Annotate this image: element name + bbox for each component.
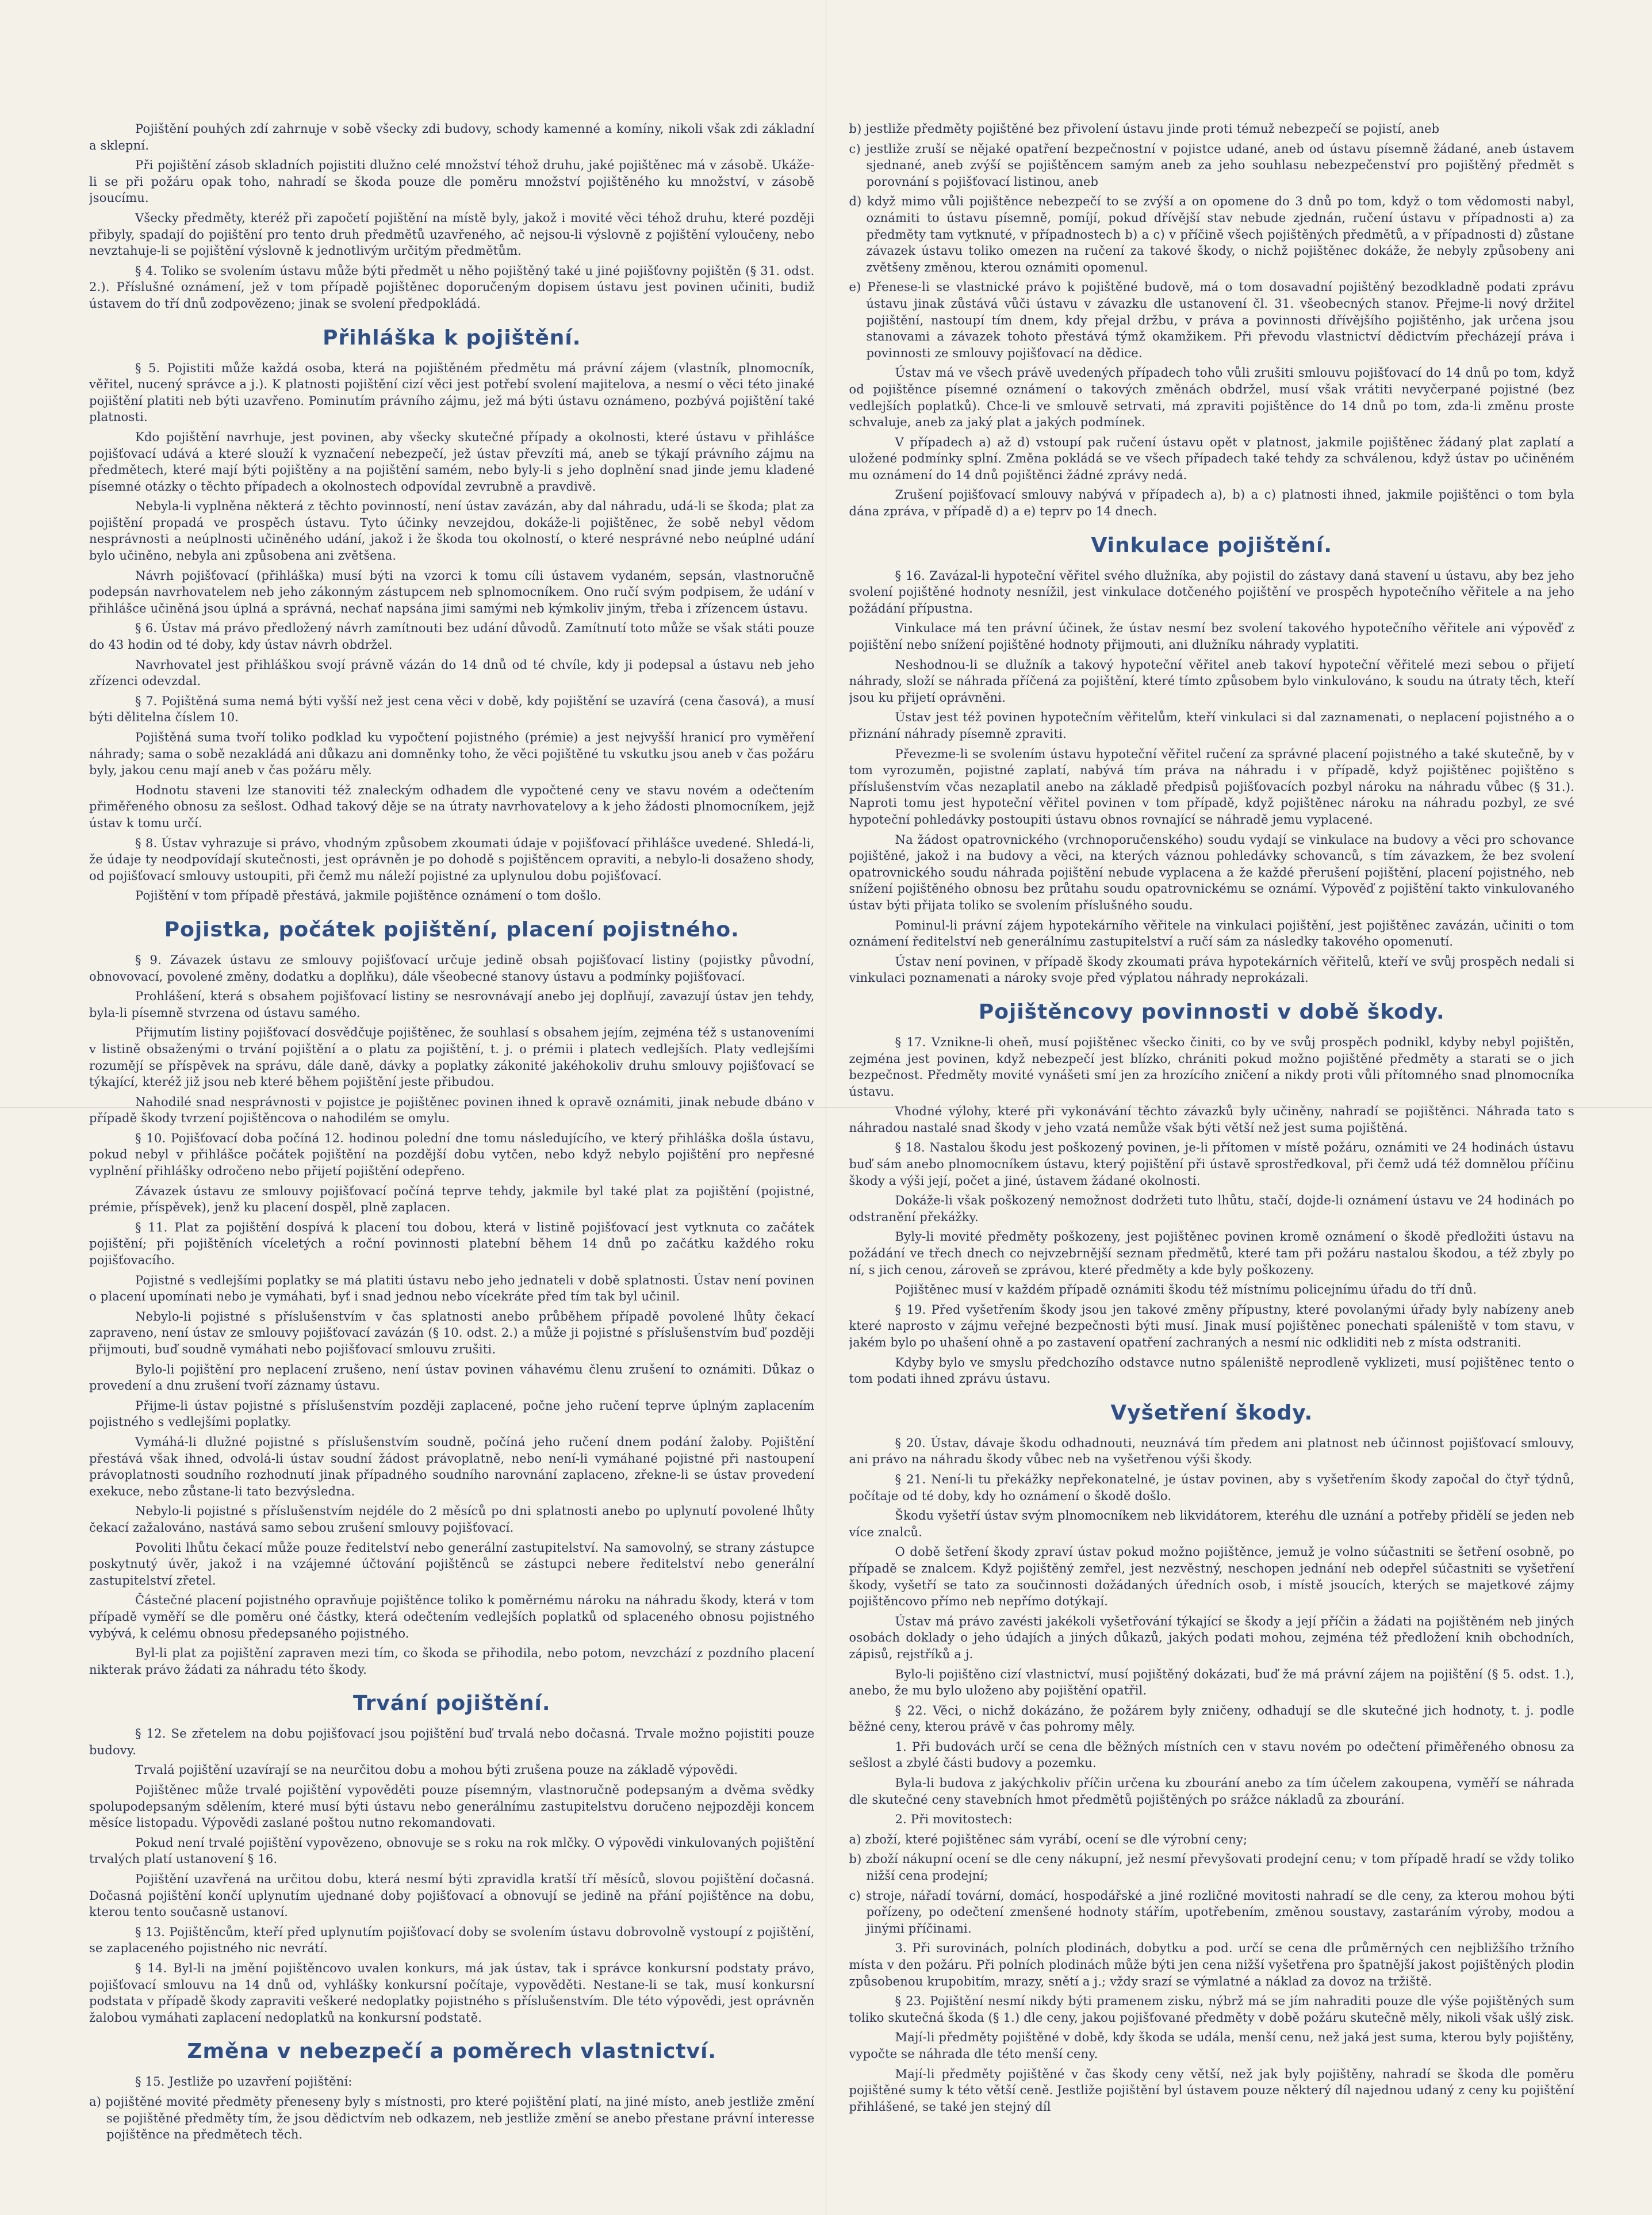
section-heading-povinnosti: Pojištěncovy povinnosti v době škody. <box>978 1000 1445 1024</box>
list-item: e) Přenese-li se vlastnické právo k pojištěné budově, má o tom dosavadní pojištěný bezodkladně podati zprávu ústavu jinak zůstává vůči ústavu v závazku dle ustanovení čl. 31. všeobecných stanov. Přejme-li nový držitel pojištění, nastoupí tím dnem, kdy přejal držbu, v práva a povinnosti dřívějšího pojištěnho, jak určena jsou stanovami a závazek tohoto přestává týmž okamžikem. Při převodu vlastnictví dědictvím přecházejí práva i povinnosti ze smlouvy pojišťovací na dědice. <box>849 280 1574 360</box>
paragraph: Vinkulace má ten právní účinek, že ústav nesmí bez svolení takového hypotečního věřitele ani výpověď z pojištění nebo snížení pojištěné hodnoty přijmouti, ani dlužníku náhrady vyplatiti. <box>849 621 1574 652</box>
list-item: c) stroje, nářadí tovární, domácí, hospodářské a jiné rozličné movitosti nahradí se dle ceny, za kterou mohou býti pořízeny, po odečtení zmenšené hodnoty stářím, upotřebením, změnou soustavy, zastaráním výroby, modou a jinými příčinami. <box>849 1888 1574 1935</box>
paragraph: Dokáže-li však poškozený nemožnost dodržeti tuto lhůtu, stačí, dojde-li oznámení ústavu ve 24 hodinách po odstranění překážky. <box>849 1193 1574 1224</box>
paragraph: Povoliti lhůtu čekací může pouze ředitelství nebo generální zastupitelství. Na samovolný, se strany zástupce poskytnutý úvěr, jakož i na vzájemné účtování pojištěnců se zástupci nebere ředitelství nebo generální zastupitelství zřetel. <box>89 1540 815 1587</box>
paragraph: Pojištěná suma tvoří toliko podklad ku vypočtení pojistného (prémie) a jest nejvyšší hranicí pro vyměření náhrady; sama o sobě nezakládá ani důkazu ani domněnky toho, že věci pojištěné tu vskutku jsou aneb v čas požáru byly, jakou cenu mají aneb v čas požáru měly. <box>89 730 815 778</box>
paragraph: Bylo-li pojištěno cizí vlastnictví, musí pojištěný dokázati, buď že má právní zájem na pojištění (§ 5. odst. 1.), anebo, že mu bylo uloženo aby pojištění opatřil. <box>849 1667 1574 1698</box>
paragraph: § 16. Zavázal-li hypoteční věřitel svého dlužníka, aby pojistil do zástavy daná stavení u ústavu, aby bez jeho svolení pojištěné hodnoty nesnížil, jest vinkulace dotčeného pojištění ve prospěch hypotečního věřitele a na jeho požádání přípustna. <box>849 568 1574 615</box>
paragraph: Ústav není povinen, v případě škody zkoumati práva hypotekárních věřitelů, kteří ve svůj prospěch nedali si vinkulaci poznamenati a nároky svoje před výplatou náhrady neprokázali. <box>849 954 1574 985</box>
paragraph: Všecky předměty, kteréž při započetí pojištění na místě byly, jakož i movité věci téhož druhu, které později přibyly, spadají do pojištění pro tento druh předmětů uzavřeného, ač nejsou-li výslovně z pojištění vyloučeny, nebo nevztahuje-li se pojištění výslovně k jednotlivým určitým předmětům. <box>89 211 815 258</box>
paragraph: Ústav má právo zavésti jakékoli vyšetřování týkající se škody a její příčin a žádati na pojištěném neb jiných osobách doklady o jeho údajích a jiných důkazů, jakých podati mohou, zejména též předložení knih obchodních, zápisů, rejstříků a j. <box>849 1614 1574 1661</box>
paragraph: Pojištění pouhých zdí zahrnuje v sobě všecky zdi budovy, schody kamenné a komíny, nikoli však zdi základní a sklepní. <box>89 122 815 152</box>
paragraph: Byl-li plat za pojištění zapraven mezi tím, co škoda se přihodila, nebo potom, nevzchází z pozdního placení nikterak právo žádati za náhradu této škody. <box>89 1646 815 1677</box>
paragraph: 1. Při budovách určí se cena dle běžných místních cen v stavu novém po odečtení přiměřeného obnosu za sešlost a zbylé části budovy a pozemku. <box>849 1739 1574 1770</box>
right-column <box>849 121 1575 2146</box>
left-column <box>89 121 815 2146</box>
section-heading-vinkulace: Vinkulace pojištění. <box>1091 533 1333 557</box>
paragraph: Závazek ústavu ze smlouvy pojišťovací počíná teprve tehdy, jakmile byl také plat za pojištění (pojistné, prémie, příspěvek), jenž ku placení dospěl, plně zaplacen. <box>89 1184 815 1215</box>
paragraph: § 5. Pojistiti může každá osoba, která na pojištěném předmětu má právní zájem (vlastník, plnomocník, věřitel, nucený správce a j.). K platnosti pojištění cizí věci jest potřebí svolení majitelova, a nesmí o věci této jinaké pojištění platiti neb býti uzavřeno. Pominutím právního zájmu, jež má býti ústavu oznámeno, pozbývá pojištění také platnosti. <box>89 361 815 424</box>
paragraph: Pojištěnec může trvalé pojištění vypověděti pouze písemným, vlastnoručně podepsaným a dvěma svědky spolupodepsaným sdělením, které musí býti ústavu nebo generálnímu zastupitelstvu doručeno nejpozději koncem měsíce listopadu. Výpovědi zaslané poštou nutno rekomandovati. <box>89 1783 815 1830</box>
paragraph: Při pojištění zásob skladních pojistiti dlužno celé množství téhož druhu, jaké pojištěnec má v zásobě. Ukáže-li se při požáru opak toho, nahradí se škoda pouze dle poměru množství pojištěného ku množství, v zásobě jsoucímu. <box>89 158 815 205</box>
paragraph: O době šetření škody zpraví ústav pokud možno pojištěnce, jemuž je volno súčastniti se šetření osobně, po případě se znalcem. Když pojištěný zemřel, jest nezvěstný, neschopen jednání neb odepřel súčastniti se vyšetření škody, vyšetří se tato za součinnosti dožádaných úředních osob, i místě jsoucích, kterých se majetkové zájmy pojištěncovo přímo neb nepřímo dotýkají. <box>849 1545 1574 1609</box>
paragraph: Vymáhá-li dlužné pojistné s příslušenstvím soudně, počíná jeho ručení dnem podání žaloby. Pojištění přestává však ihned, odvolá-li ústav soudní žádost právoplatně, nebo není-li vymáhané pojistné při nastoupení právoplatnosti soudního rozhodnutí jinak případného soudního narovnání zaplaceno, zřekne-li se ústav provedení exekuce, nebo zůstane-li tato bezvýsledna. <box>89 1434 815 1498</box>
paragraph: Na žádost opatrovnického (vrchnoporučenského) soudu vydají se vinkulace na budovy a věci pro schovance pojištěné, jakož i na budovy a věci, na kterých váznou pohledávky schovanců, s tím závazkem, že bez svolení opatrovnického soudu náhrada pojištění nebude vyplacena a že každé přerušení pojištění, placení pojistného, neb snížení pojištěného obnosu bez průtahu soudu opatrovnickému se oznámí. Výpověď z pojištění takto vinkulovaného ústav býti přijata toliko se svolením příslušného soudu. <box>849 832 1574 912</box>
paragraph: V případech a) až d) vstoupí pak ručení ústavu opět v platnost, jakmile pojištěnec žádaný plat zaplatí a uložené podmínky splní. Změna pokládá se ve všech případech také tehdy za schválenou, když ústav po učiněném mu oznámení do 14 dnů pojištěnci žádné zprávy nedá. <box>849 435 1574 482</box>
section-heading-zmena: Změna v nebezpečí a poměrech vlastnictví. <box>187 2040 717 2064</box>
paragraph: § 13. Pojištěncům, kteří před uplynutím pojišťovací doby se svolením ústavu dobrovolně vystoupí z pojištění, se zaplaceného pojistného nic nevrátí. <box>89 1925 815 1956</box>
paragraph: Bylo-li pojištění pro neplacení zrušeno, není ústav povinen váhavému členu zrušení to oznámiti. Důkaz o provedení a dnu zrušení tvoří záznamy ústavu. <box>89 1362 815 1393</box>
paragraph: Pojištění v tom případě přestává, jakmile pojištěnce oznámení o tom došlo. <box>135 889 601 903</box>
paragraph: Částečné placení pojistného opravňuje pojištěnce toliko k poměrnému nároku na náhradu škody, která v tom případě vyměří se dle poměru oné částky, která odečtením vedlejších poplatků od splaceného obnosu pojistného vybývá, k celému obnosu předepsaného pojistného. <box>89 1593 815 1640</box>
paragraph: Hodnotu staveni lze stanoviti též znaleckým odhadem dle vypočtené ceny ve stavu novém a odečtením přiměřeného obnosu za sešlost. Odhad takový děje se na útraty navrhovatelovy a k jeho žádosti plnomocníkem, jejž ústav k tomu určí. <box>89 783 815 830</box>
list-item: a) pojištěné movité předměty přeneseny byly s místnosti, pro které pojištění platí, na jiné místo, aneb jestliže změní se pojištěné předměty tím, že jsou dědictvím neb odkazem, neb jestliže změní se anebo přestane právní interesse pojištěnce na předmětech těch. <box>89 2094 815 2142</box>
list-item: a) zboží, které pojištěnec sám vyrábí, ocení se dle výrobní ceny; <box>849 1832 1248 1846</box>
paragraph: § 8. Ústav vyhrazuje si právo, vhodným způsobem zkoumati údaje v pojišťovací přihlášce uvedené. Shledá-li, že údaje ty neodpovídají skutečnosti, jest oprávněn je po dohodě s pojištěncem opraviti, a nebylo-li dosaženo shody, od pojišťovací smlouvy ustoupiti, při čemž mu náleží pojistné za uplynulou dobu pojišťovací. <box>89 836 815 883</box>
section-heading-vysetreni: Vyšetření škody. <box>1110 1401 1313 1425</box>
paragraph: Nahodilé snad nesprávnosti v pojistce je pojištěnec povinen ihned k opravě oznámiti, jinak nebude dbáno v případě škody tvrzení pojištěncova o nahodilém se omylu. <box>89 1095 815 1126</box>
paragraph: § 20. Ústav, dávaje škodu odhadnouti, neuznává tím předem ani platnost neb účinnost pojišťovací smlouvy, ani právo na náhradu škody vůbec neb na vyšetřenou výši škody. <box>849 1436 1574 1467</box>
paragraph: Převezme-li se svolením ústavu hypoteční věřitel ručení za správné placení pojistného a také skutečně, by v tom vyrozuměn, pojistné zaplatí, nabývá tím práva na náhradu i v případě, když pojištěnec pojištěno s příslušenstvím včas nezaplatil anebo na základě předpisů pojišťovacích pozbyl nároku na náhradu vůbec (§ 31.). Naproti tomu jest hypoteční věřitel povinen v tom případě, když pojištěnec nároku na náhradu pozbyl, ze své hypoteční pohledávky postoupiti ústavu obnos rovnající se náhradě jemu vyplacené. <box>849 747 1574 827</box>
paragraph: Mají-li předměty pojištěné v čas škody ceny větší, než jak byly pojištěny, nahradí se škoda dle poměru pojištěné sumy k této větší ceně. Jestliže pojištění byl ústavem pouze některý díl najednou udaný z ceny ku pojištění přihlášené, se také jen stejný díl <box>849 2067 1574 2114</box>
paragraph: § 22. Věci, o nichž dokázáno, že požárem byly zničeny, odhadují se dle skutečné jich hodnoty, t. j. podle běžné ceny, kterou právě v čas pohromy měly. <box>849 1703 1574 1734</box>
paragraph: Pokud není trvalé pojištění vypovězeno, obnovuje se s roku na rok mlčky. O výpovědi vinkulovaných pojištění trvalých platí ustanovení § 16. <box>89 1835 815 1866</box>
paragraph: § 7. Pojištěná suma nemá býti vyšší než jest cena věci v době, kdy pojištění se uzavírá (cena časová), a musí býti dělitelna číslem 10. <box>89 694 815 725</box>
paragraph: Nebylo-li pojistné s příslušenstvím nejdéle do 2 měsíců po dni splatnosti anebo po uplynutí povolené lhůty čekací zažalováno, nastává samo sebou zrušení smlouvy pojišťovací. <box>89 1504 815 1535</box>
paragraph: Pojištěnec musí v každém případě oznámiti škodu též místnímu policejnímu úřadu do tří dnů. <box>895 1283 1477 1297</box>
paragraph: § 18. Nastalou škodu jest poškozený povinen, je-li přítomen v místě požáru, oznámiti ve 24 hodinách ústavu buď sám anebo plnomocníkem ústavu, který pojištění při ústavě sprostředkoval, při čemž udá též domnělou příčinu škody a výši její, počet a jiné, ústavem žádané okolnosti. <box>849 1141 1574 1188</box>
text-columns <box>89 121 1574 2146</box>
paragraph: Škodu vyšetří ústav svým plnomocníkem neb likvidátorem, kteréhu dle uznání a potřeby přidělí se jeden neb více znalců. <box>849 1509 1574 1539</box>
paragraph: 2. Při movitostech: <box>895 1812 1013 1827</box>
paragraph: Ústav jest též povinen hypotečním věřitelům, kteří vinkulaci si dal zaznamenati, o neplacení pojistného a o přiznání náhrady písemně zpraviti. <box>849 710 1574 741</box>
paragraph: § 10. Pojišťovací doba počíná 12. hodinou polední dne tomu následujícího, ve který přihláška došla ústavu, pokud nebyl v přihlášce počátek pojištění na pozdější dobu vytčen, nebo když nebylo pojištění pro nepřesné vyplnění přihlášky odročeno nebo přijetí pojištění odepřeno. <box>89 1131 815 1179</box>
paragraph: Přijmutím listiny pojišťovací dosvědčuje pojištěnec, že souhlasí s obsahem jejím, zejména též s ustanoveními v listině obsaženými o trvání pojištění a o platu za pojištění, t. j. o prémii i platech vedlejších. Platy vedlejšími rozumějí se příspěvek na správu, dále daně, dávky a poplatky zákonité jakéhokoliv druhu smlouvy pojišťovací se týkající, kteréž již jsou neb které během pojištění jeste přibudou. <box>89 1026 815 1089</box>
paragraph: § 17. Vznikne-li oheň, musí pojištěnec všecko činiti, co by ve svůj prospěch podnikl, kdyby nebyl pojištěn, zejména jest povinen, když nebezpečí jest blízko, chrániti pokud možno pojištěné předměty a starati se o jich bezpečnost. Předměty movité vynášeti smí jen za hrozícího zničení a nikdy proti vůli přítomného snad plnomocníka ústavu. <box>849 1035 1574 1099</box>
paragraph: § 21. Není-li tu překážky nepřekonatelné, je ústav povinen, aby s vyšetřením škody započal do čtyř týdnů, počítaje od té doby, kdy ho oznámení o škodě došlo. <box>849 1472 1574 1503</box>
paragraph: Nebyla-li vyplněna některá z těchto povinností, není ústav zavázán, aby dal náhradu, udá-li se škoda; plat za pojištění propadá ve prospěch ústavu. Tyto účinky nevzejdou, dokáže-li pojištěnec, že sobě nebyl vědom nesprávnosti a neúplnosti učiněného udání, jakož i že škoda tou okolností, o které nesprávné nebo neúplné udání bylo učiněno, nebyla ani způsobena ani zvětšena. <box>89 499 815 563</box>
paragraph: § 12. Se zřetelem na dobu pojišťovací jsou pojištění buď trvalá nebo dočasná. Trvale možno pojistiti pouze budovy. <box>89 1727 815 1757</box>
paragraph: Přijme-li ústav pojistné s příslušenstvím později zaplacené, počne jeho ručení teprve úplným zaplacením pojistného s vedlejšími poplatky. <box>89 1398 815 1429</box>
paragraph: Návrh pojišťovací (přihláška) musí býti na vzorci k tomu cíli ústavem vydaném, sepsán, vlastnoručně podepsán navrhovatelem neb jeho zákonným zástupcem neb splnomocníkem. Ono ručí svým podpisem, že udání v přihlášce učiněná jsou úplná a správná, nechať napsána jimi samými neb kýmkoliv jiným, třeba i zřízencem ústavu. <box>89 568 815 615</box>
paragraph: § 9. Závazek ústavu ze smlouvy pojišťovací určuje jedině obsah pojišťovací listiny (pojistky původní, obnovovací, povolené změny, dodatku a doplňku), dále všeobecné stanovy ústavu a podmínky pojišťovací. <box>89 952 815 984</box>
paragraph: Kdyby bylo ve smyslu předchozího odstavce nutno spáleniště neprodleně vyklizeti, musí pojištěnec tento o tom podati ihned zprávu ústavu. <box>849 1355 1574 1386</box>
paragraph: 3. Při surovinách, polních plodinách, dobytku a pod. určí se cena dle průměrných cen nejbližšího tržního místa v den požáru. Při polních plodinách může býti jen cena nižší vyšetřena pro špatnější jakost pojištěných plodin způsobenou krupobitím, mrazy, snětí a j.; vždy srazí se výmlatné a náklad za dovoz na tržiště. <box>849 1941 1574 1988</box>
paragraph: Navrhovatel jest přihláškou svojí právně vázán do 14 dnů od té chvíle, kdy ji podepsal a ústavu neb jeho zřízenci odevzdal. <box>89 657 815 688</box>
paragraph: Kdo pojištění navrhuje, jest povinen, aby všecky skutečné případy a okolnosti, které ústavu v přihlášce pojišťovací udává a které slouží k vyznačení nebezpečí, jež ústav převzíti má, aneb se týkají právního zájmu na předmětech, které mají býti pojištěny a na pojištění samém, nebo byly-li s jeho doplnění snad jinde jemu kladené písemné otázky o těchto případech a okolnostech odpovídal zevrubně a pravdivě. <box>89 430 815 494</box>
paragraph: Byla-li budova z jakýchkoliv příčin určena ku zbourání anebo za tím účelem zakoupena, vyměří se náhrada dle skutečné ceny stavebních hmot předmětů pojištěných po srážce nákladů za zbourání. <box>849 1776 1574 1807</box>
section-heading-prihlaska: Přihláška k pojištění. <box>323 326 581 350</box>
paragraph: § 6. Ústav má právo předložený návrh zamítnouti bez udání důvodů. Zamítnutí toto může se však státi pouze do 43 hodin od té doby, kdy ústav návrh obdržel. <box>89 621 815 652</box>
paragraph: § 19. Před vyšetřením škody jsou jen takové změny přípustny, které povolanými úřady byly nabízeny aneb které naprosto v zájmu veřejné bezpečnosti býti musí. Jinak musí pojištěnec ponechati spáleniště v tom stavu, v jakém bylo po uhašení ohně a po zastavení opatření zachraných a nesmí nic odkliditi neb z místa odstraniti. <box>849 1302 1574 1349</box>
paragraph: Zrušení pojišťovací smlouvy nabývá v případech a), b) a c) platnosti ihned, jakmile pojištěnci o tom byla dána zpráva, v případě d) a e) teprv po 14 dnech. <box>849 488 1574 519</box>
paragraph: Pojištění uzavřená na určitou dobu, která nesmí býti zpravidla kratší tří měsíců, slovou pojištění dočasná. Dočasná pojištění končí uplynutím ujednané doby pojišťovací a obnovují se jedině na přání pojištěnce na dobu, kterou tento současně ustanoví. <box>89 1872 815 1919</box>
paragraph: Ústav má ve všech právě uvedených případech toho vůli zrušiti smlouvu pojišťovací do 14 dnů po tom, když od pojištěnce písemné oznámení o takových změnách obdržel, musí však vrátiti nevyčerpané pojistné (bez vedlejších poplatků). Chce-li ve smlouvě setrvati, má zpraviti pojištěnce do 14 dnů po tom, zda-li změnu proste schvaluje, aneb za jaký plat a jakých podmínek. <box>849 366 1574 430</box>
paragraph: Vhodné výlohy, které při vykonávání těchto závazků byly učiněny, nahradí se pojištěnci. Náhrada tato s náhradou nastalé snad škody v jeho vzatá nemůže však býti větší než jest suma pojištěná. <box>849 1104 1574 1135</box>
paragraph: Nebylo-li pojistné s příslušenstvím v čas splatnosti anebo průběhem případě povolené lhůty čekací zapraveno, není ústav ze smlouvy pojišťovací zavázán (§ 10. odst. 2.) a může ji pojistné s příslušenstvím buď později přijmouti, buď soudně vymáhati nebo pojišťovací smlouvu zrušiti. <box>89 1309 815 1356</box>
list-item: b) zboží nákupní ocení se dle ceny nákupní, jež nesmí převyšovati prodejní cenu; v tom případě hradí se vždy toliko nižší cena prodejní; <box>849 1852 1574 1883</box>
paragraph: Trvalá pojištění uzavírají se na neurčitou dobu a mohou býti zrušena pouze na základě výpovědi. <box>135 1763 738 1777</box>
paragraph: Neshodnou-li se dlužník a takový hypoteční věřitel aneb takoví hypoteční věřitelé mezi sebou o přijetí náhrady, složí se náhrada příčená za pojištění, které tímto způsobem bylo vinkulováno, k soudu na útraty těch, kteří jsou ku přijetí oprávněni. <box>849 657 1574 705</box>
section-heading-pojistka: Pojistka, počátek pojištění, placení pojistného. <box>164 917 739 942</box>
paragraph: § 11. Plat za pojištění dospívá k placení tou dobou, která v listině pojišťovací jest vytknuta co začátek pojištění; při pojištěních víceletých a roční povinnosti platební během 14 dnů po začátku každého roku pojišťovacího. <box>89 1220 815 1268</box>
paragraph: Prohlášení, která s obsahem pojišťovací listiny se nesrovnávají anebo jej doplňují, zavazují ústav jen tehdy, byla-li písemně stvrzena od ústavu samého. <box>89 989 815 1020</box>
list-item: d) když mimo vůli pojištěnce nebezpečí to se zvýší a on opomene do 3 dnů po tom, když o tom vědomosti nabyl, oznámiti to ústavu písemně, pomíjí, pokud dřívější stav nebude zjednán, ručení ústavu v případnosti a) za předměty tam vytknuté, v případnostech b) a c) v příčině všech pojištěných předmětů, a v případnosti d) zůstane závazek ústavu toliko omezen na ručení za takové škody, o nichž pojištěnec dokáže, že nebyly způsobeny ani zvětšeny změnou, kterou oznámiti opomenul. <box>849 194 1574 274</box>
list-item: b) jestliže předměty pojištěné bez přivolení ústavu jinde proti témuž nebezpečí se pojistí, aneb <box>849 122 1440 136</box>
paragraph: § 14. Byl-li na jmění pojištěncovo uvalen konkurs, má jak ústav, tak i správce konkursní podstaty právo, pojišťovací smlouvu na 14 dnů od, vyhlášky konkursní počítaje, vypověděti. Nestane-li se tak, musí konkursní podstata v případě škody zapraviti veškeré nedoplatky pojistného s příslušenstvím. Dle této výpovědi, jest oprávněn žalobou vymáhati zaplacení nedoplatků na konkursní podstatě. <box>89 1961 815 2025</box>
paragraph: § 15. Jestliže po uzavření pojištění: <box>135 2075 352 2089</box>
section-heading-trvani: Trvání pojištění. <box>353 1692 551 1716</box>
paragraph: Mají-li předměty pojištěné v době, kdy škoda se udála, menší cenu, než jaká jest suma, kterou byly pojištěny, vypočte se náhrada dle této menší ceny. <box>849 2030 1574 2061</box>
paragraph: Byly-li movité předměty poškozeny, jest pojištěnec povinen kromě oznámení o škodě předložiti ústavu na požádání ve třech dnech co nejvzebrnější seznam předmětů, které tam při požáru nastalou škodou, a též zbyly po ní, s jich cenou, zároveň se zprávou, které předměty a kde byly poškozeny. <box>849 1230 1574 1277</box>
list-item: c) jestliže zruší se nějaké opatření bezpečnostní v pojistce udané, aneb od ústavu písemně žádané, aneb ústavem sjednané, aneb zvýší se pojištěncem samým aneb za jeho souhlasu nebezpečenství pro pojištěný předmět s porovnání s pojišťovací listinou, aneb <box>849 141 1574 189</box>
paragraph: § 4. Toliko se svolením ústavu může býti předmět u něho pojištěný také u jiné pojišťovny pojištěn (§ 31. odst. 2.). Příslušné oznámení, jež v tom případě pojištěnec doporučeným dopisem ústavu jest povinen učiniti, budiž ústavem do tří dnů zodpovězeno; jinak se svolení předpokládá. <box>89 263 815 311</box>
horizontal-fold-line <box>0 1107 1652 1108</box>
paragraph: § 23. Pojištění nesmí nikdy býti pramenem zisku, nýbrž má se jím nahraditi pouze dle výše pojištěných sum toliko skutečná škoda (§ 1.) dle ceny, jakou pojišťované předměty v době požáru skutečně měly, nikoli však ušlý zisk. <box>849 1994 1574 2025</box>
paragraph: Pominul-li právní zájem hypotekárního věřitele na vinkulaci pojištění, jest pojištěnec zavázán, učiniti o tom oznámení ředitelství neb generálnímu zastupitelství a ručí sám za následky takového opomenutí. <box>849 918 1574 949</box>
paragraph: Pojistné s vedlejšími poplatky se má platiti ústavu nebo jeho jednateli v době splatnosti. Ústav není povinen o placení upomínati nebo je vymáhati, byť i snad jednou nebo vícekráte před tím tak byl učinil. <box>89 1273 815 1304</box>
